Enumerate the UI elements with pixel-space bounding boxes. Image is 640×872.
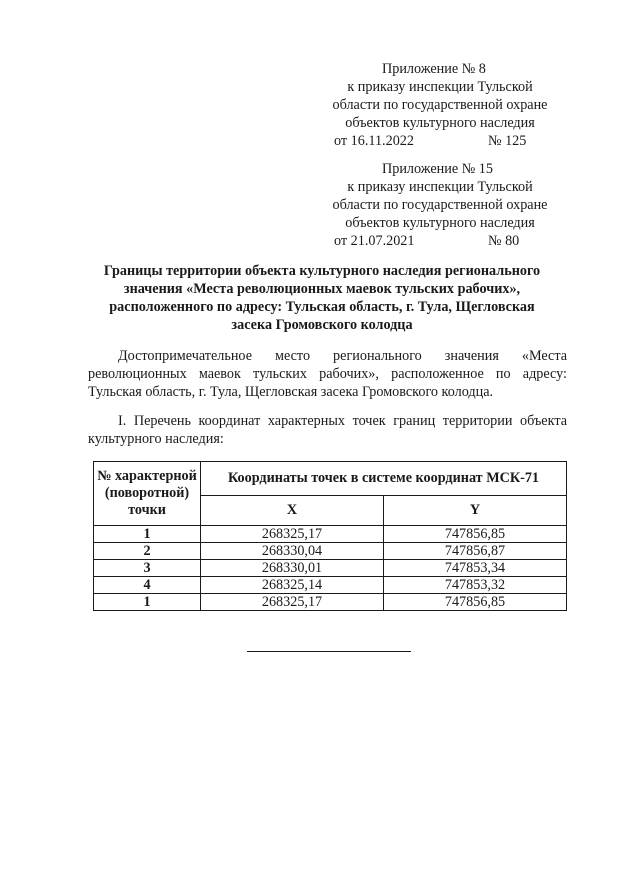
- appendix-date: от 21.07.2021: [334, 233, 415, 249]
- table-row: [94, 560, 567, 577]
- coordinates-table: [93, 461, 567, 611]
- cell-y: 747856,87: [383, 543, 566, 560]
- title-line: Границы территории объекта культурного наследия регионального: [103, 263, 541, 279]
- appendix-title: Приложение № 15: [382, 161, 493, 177]
- table-row: [94, 594, 567, 611]
- appendix-15-block: [320, 160, 560, 250]
- title-line: значения «Места революционных маевок тульских рабочих»,: [123, 281, 521, 297]
- cell-x: 268325,17: [201, 594, 384, 611]
- cell-y: 747856,85: [383, 594, 566, 611]
- cell-x: 268325,14: [201, 577, 384, 594]
- appendix-8-block: [320, 60, 560, 150]
- appendix-line: области по государственной охране: [332, 197, 548, 213]
- appendix-number: № 125: [488, 133, 527, 149]
- document-title: [72, 262, 572, 334]
- appendix-line: к приказу инспекции Тульской: [347, 79, 533, 95]
- appendix-line: области по государственной охране: [332, 97, 548, 113]
- cell-point-number: 3: [94, 560, 201, 577]
- table-row: [94, 577, 567, 594]
- coords-list-heading-text: I. Перечень координат характерных точек границ территории объекта культурного наследия:: [88, 413, 567, 447]
- appendix-date: от 16.11.2022: [334, 133, 414, 149]
- header-point-number: № характерной (поворотной) точки: [94, 462, 201, 526]
- appendix-date-line: [320, 232, 560, 250]
- title-line: засека Громовского колодца: [231, 317, 413, 333]
- coords-list-heading: [88, 412, 567, 448]
- cell-x: 268330,04: [201, 543, 384, 560]
- appendix-date-line: [320, 132, 560, 150]
- table-row: [94, 526, 567, 543]
- header-x: X: [201, 496, 384, 526]
- header-coordinate-system: Координаты точек в системе координат МСК-71: [201, 462, 567, 496]
- appendix-number: № 80: [488, 233, 520, 249]
- appendix-title: Приложение № 8: [382, 61, 486, 77]
- appendix-line: объектов культурного наследия: [345, 115, 535, 131]
- description-text: Достопримечательное место регионального значения «Места революционных маевок тульских рабочих», расположенное по адресу: Тульская область, г. Тула, Щегловская засека Громовского колодца.: [88, 348, 567, 400]
- cell-point-number: 2: [94, 543, 201, 560]
- cell-y: 747853,34: [383, 560, 566, 577]
- cell-y: 747856,85: [383, 526, 566, 543]
- title-line: расположенного по адресу: Тульская область, г. Тула, Щегловская: [109, 299, 535, 315]
- description-paragraph: [88, 347, 567, 401]
- table-row: [94, 543, 567, 560]
- cell-point-number: 1: [94, 526, 201, 543]
- appendix-line: к приказу инспекции Тульской: [347, 179, 533, 195]
- cell-y: 747853,32: [383, 577, 566, 594]
- cell-point-number: 4: [94, 577, 201, 594]
- cell-x: 268330,01: [201, 560, 384, 577]
- appendix-line: объектов культурного наследия: [345, 215, 535, 231]
- cell-x: 268325,17: [201, 526, 384, 543]
- cell-point-number: 1: [94, 594, 201, 611]
- header-y: Y: [383, 496, 566, 526]
- end-divider-line: [247, 651, 411, 652]
